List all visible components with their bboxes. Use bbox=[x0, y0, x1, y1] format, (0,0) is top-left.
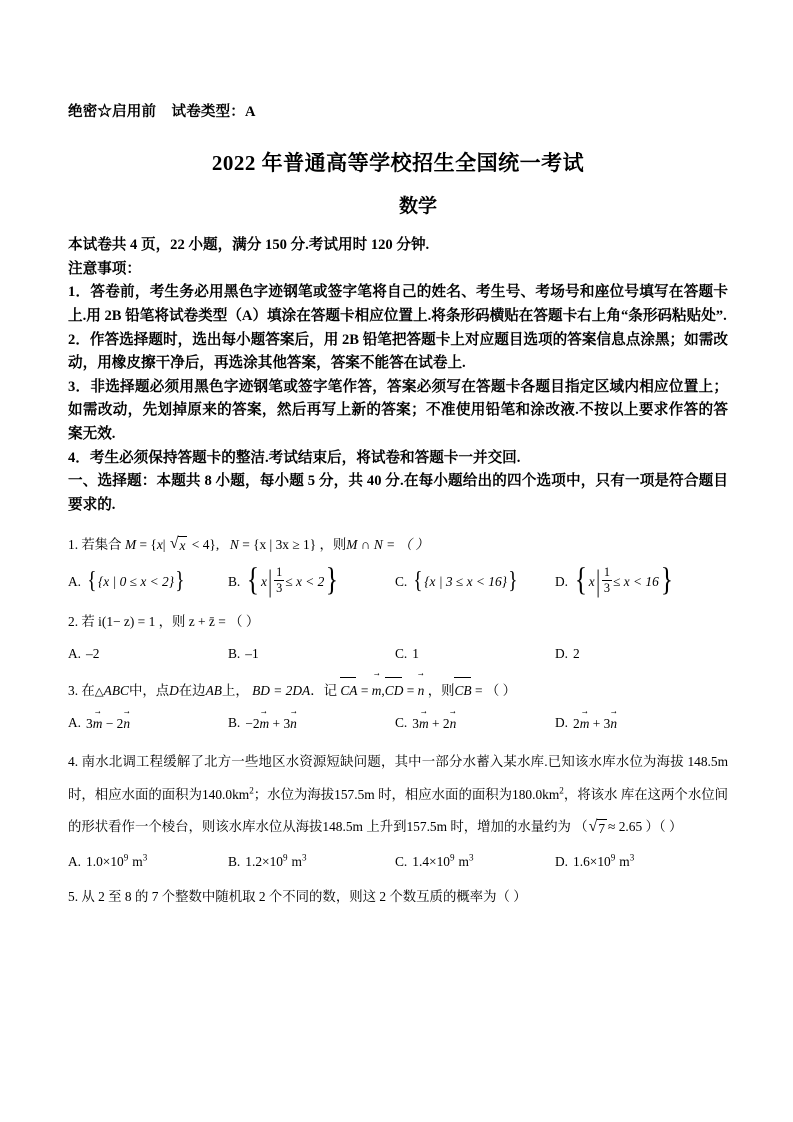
option-c-label: C. bbox=[395, 645, 408, 661]
area-unit-exponent: 2 bbox=[249, 785, 254, 796]
option-d-label: D. bbox=[555, 854, 569, 870]
option-d-tail: ≤ x < 16 bbox=[613, 573, 659, 589]
set-m-variable: x bbox=[156, 536, 163, 552]
option-d-label: D. bbox=[555, 714, 569, 730]
option-c-body: 3→ m + 2→ n bbox=[412, 714, 456, 732]
option-b-exponent: 9 bbox=[282, 852, 288, 863]
option-c[interactable] bbox=[395, 854, 555, 870]
option-a-body: –2 bbox=[86, 645, 100, 661]
question-4-line-3: 库在这两个水位间的形状看作一个棱台，则该水库水位从海拔148.5m 上升到157.5m 时，增加的水量约为 bbox=[68, 786, 729, 835]
vector-ca: CA bbox=[340, 677, 357, 704]
option-d-mantissa: 1.6×10 bbox=[573, 854, 611, 870]
option-b[interactable] bbox=[228, 714, 395, 732]
question-4-number: 4. bbox=[68, 753, 79, 769]
option-b[interactable] bbox=[228, 854, 395, 870]
option-b-denominator: 3 bbox=[276, 580, 283, 595]
set-m-equals: = bbox=[139, 536, 148, 552]
option-b-unit-exponent: 3 bbox=[301, 852, 307, 863]
vector-n: → n bbox=[418, 676, 425, 704]
exam-page bbox=[68, 100, 728, 910]
option-a-label: A. bbox=[68, 854, 82, 870]
option-a-body: {x | 0 ≤ x < 2} bbox=[97, 573, 175, 589]
option-d[interactable]: D. { x | $\frac{1}{3}$ ≤ x < 16 } bbox=[555, 562, 673, 599]
question-1-tail: M ∩ N = （ ） bbox=[346, 536, 429, 552]
question-2 bbox=[68, 609, 728, 661]
option-a-label: A. bbox=[68, 714, 82, 730]
option-c[interactable]: C. { {x | 3 ≤ x < 16} } bbox=[395, 567, 518, 595]
option-b-label: B. bbox=[228, 645, 241, 661]
set-m-relation: < 4}, bbox=[191, 536, 220, 552]
question-3 bbox=[68, 676, 728, 732]
question-5-stem bbox=[68, 884, 728, 910]
option-c-unit-exponent: 3 bbox=[468, 852, 474, 863]
option-d-exponent: 9 bbox=[610, 852, 616, 863]
option-c-label: C. bbox=[395, 573, 408, 589]
question-1-stem: 1. 若集合 M = {x| √ x < 4}, N = {x | 3x ≥ 1} ，则M ∩ N = （ ） bbox=[68, 534, 429, 554]
vector-cb: CB bbox=[454, 677, 471, 704]
question-5-number: 5. bbox=[68, 889, 79, 905]
option-b-body: −2→ m + 3→ n bbox=[245, 714, 297, 732]
question-1-stem-prefix: 若集合 bbox=[81, 536, 122, 552]
option-d[interactable] bbox=[555, 646, 715, 662]
question-4-stem: 4. 南水北调工程缓解了北方一些地区水资源短缺问题，其中一部分水蓄入某水库.已知该水库水位为海拔 148.5m 时，相应水面的面积为$140.0km^2$；水位为海拔157.5m 时，相应水面的面积为$180.0km^2$，将该水 库在这两个水位间的形状看作一个棱台，则该水库水位从海拔148.5m 上升到157.5m 时，增加的水量约为 （ √ 7 ≈ 2.65 ）（ ） bbox=[68, 753, 729, 836]
option-a-label: A. bbox=[68, 645, 82, 661]
option-c-mantissa: 1.4×10 bbox=[412, 854, 450, 870]
question-1-then: ，则 bbox=[319, 536, 347, 552]
option-a[interactable] bbox=[68, 646, 228, 662]
option-a-unit: m bbox=[132, 854, 143, 870]
option-b[interactable]: B. { x | $\frac{1}{3}$ ≤ x < 2 } bbox=[228, 562, 339, 599]
option-a-body: 3→ m − 2→ n bbox=[86, 714, 130, 732]
question-4-line-1: 南水北调工程缓解了北方一些地区水资源短缺问题，其中一部分水蓄入某水库.已知该水库水位为海拔 bbox=[81, 753, 684, 769]
sqrt-icon: √ x bbox=[169, 534, 186, 554]
option-c-body: {x | 3 ≤ x < 16} bbox=[424, 573, 508, 589]
section-one-heading: 一、选择题：本题共 8 小题，每小题 5 分，共 40 分.在每小题给出的四个选项中，只有一项是符合题目要求的. bbox=[68, 473, 728, 514]
option-b-mantissa: 1.2×10 bbox=[245, 854, 283, 870]
vector-m: → m bbox=[372, 676, 382, 704]
option-b-label: B. bbox=[228, 573, 241, 589]
option-d-denominator: 3 bbox=[603, 580, 611, 595]
option-d-unit: m bbox=[619, 854, 630, 870]
question-3-stem: 3. 在△ABC中，点D在边AB上， BD = 2DA．记 CA = → m,CD = → n ，则CB = （ ） bbox=[68, 676, 728, 704]
question-2-stem-text: 若 i(1− z) = 1 ，则 z + z̄ = （ ） bbox=[81, 614, 260, 630]
sqrt-radicand: x bbox=[179, 538, 186, 554]
exam-info-line: 本试卷共 4 页，22 小题，满分 150 分.考试用时 120 分钟. bbox=[68, 237, 430, 253]
option-a-label: A. bbox=[68, 573, 82, 589]
option-d-label: D. bbox=[555, 573, 569, 589]
question-4-line-2c: ，将该水 bbox=[563, 786, 618, 802]
notice-item-1: 1．答卷前，考生务必用黑色字迹钢笔或签字笔将自己的姓名、考生号、考场号和座位号填写在答题卡上.用 2B 铅笔将试卷类型（A）填涂在答题卡相应位置上.将条形码横贴在答题卡右上角“条形码粘贴处”. bbox=[68, 284, 728, 324]
option-b-label: B. bbox=[228, 854, 241, 870]
question-4-line-2b: ；水位为海拔157.5m 时，相应水面的面积为180.0km bbox=[253, 786, 560, 802]
notice-item-2: 2．作答选择题时，选出每小题答案后，用 2B 铅笔把答题卡上对应题目选项的答案信息点涂黑；如需改动，用橡皮擦干净后，再选涂其他答案，答案不能答在试卷上. bbox=[68, 331, 728, 372]
question-4-line-2a: 148.5m 时，相应水面的面积为140.0km bbox=[68, 753, 728, 802]
page-title: 2022 年普通高等学校招生全国统一考试 bbox=[211, 151, 585, 175]
question-1-options bbox=[68, 562, 728, 599]
notice-heading: 注意事项： bbox=[68, 260, 141, 277]
question-2-number: 2. bbox=[68, 614, 79, 630]
notice-item-4: 4．考生必须保持答题卡的整洁.考试结束后，将试卷和答题卡一并交回. bbox=[68, 449, 521, 466]
question-4 bbox=[68, 746, 728, 871]
set-n-body: = {x | 3x ≥ 1} bbox=[242, 536, 317, 552]
option-d-fraction bbox=[602, 566, 612, 594]
question-5 bbox=[68, 884, 728, 910]
option-d-numerator: 1 bbox=[603, 565, 611, 580]
sqrt-radicand: 7 bbox=[598, 821, 606, 836]
sqrt-icon: √ 7 bbox=[588, 817, 606, 836]
set-n-symbol: N bbox=[229, 536, 239, 552]
option-d[interactable] bbox=[555, 714, 715, 732]
question-3-options bbox=[68, 714, 728, 732]
option-b-numerator: 1 bbox=[276, 565, 283, 580]
question-2-stem bbox=[68, 609, 728, 635]
question-5-stem-text: 从 2 至 8 的 7 个整数中随机取 2 个不同的数，则这 2 个数互质的概率为（ ） bbox=[81, 889, 527, 905]
option-c[interactable] bbox=[395, 646, 555, 662]
area-unit-exponent: 2 bbox=[559, 785, 564, 796]
subject-title: 数学 bbox=[398, 196, 437, 217]
option-c-label: C. bbox=[395, 854, 408, 870]
option-a-mantissa: 1.0×10 bbox=[86, 854, 124, 870]
question-4-line-4-tail: ≈ 2.65 ）（ ） bbox=[608, 819, 683, 835]
vector-cd: CD bbox=[385, 677, 404, 704]
notice-item-3: 3．非选择题必须用黑色字迹钢笔或签字笔作答，答案必须写在答题卡各题目指定区域内相应位置上；如需改动，先划掉原来的答案，然后再写上新的答案；不准使用铅笔和涂改液.不按以上要求作答的答案无效. bbox=[68, 378, 728, 443]
option-b-unit: m bbox=[291, 854, 302, 870]
question-3-number: 3. bbox=[68, 682, 79, 698]
option-a[interactable] bbox=[68, 714, 228, 732]
option-c[interactable] bbox=[395, 714, 555, 732]
option-d-label: D. bbox=[555, 645, 569, 661]
option-a-exponent: 9 bbox=[123, 852, 129, 863]
option-a[interactable]: A. { {x | 0 ≤ x < 2} } bbox=[68, 567, 185, 595]
question-2-options bbox=[68, 646, 728, 662]
option-b[interactable] bbox=[228, 646, 395, 662]
option-d[interactable] bbox=[555, 854, 715, 870]
option-b-tail: ≤ x < 2 bbox=[285, 573, 325, 589]
secrecy-notice: 绝密☆启用前 试卷类型：A bbox=[68, 104, 256, 120]
question-1 bbox=[68, 532, 728, 599]
question-4-options bbox=[68, 854, 728, 870]
set-m-symbol: M bbox=[124, 536, 137, 552]
option-a-unit-exponent: 3 bbox=[142, 852, 148, 863]
option-d-body: 2 bbox=[573, 645, 580, 661]
option-b-body: –1 bbox=[245, 645, 259, 661]
option-c-label: C. bbox=[395, 714, 408, 730]
question-1-number: 1. bbox=[68, 536, 79, 552]
option-d-body: 2→ m + 3→ n bbox=[573, 714, 617, 732]
option-c-body: 1 bbox=[412, 645, 419, 661]
option-d-unit-exponent: 3 bbox=[629, 852, 635, 863]
option-c-exponent: 9 bbox=[449, 852, 455, 863]
option-a[interactable] bbox=[68, 854, 228, 870]
option-b-fraction bbox=[274, 566, 284, 594]
option-b-label: B. bbox=[228, 714, 241, 730]
option-c-unit: m bbox=[458, 854, 469, 870]
